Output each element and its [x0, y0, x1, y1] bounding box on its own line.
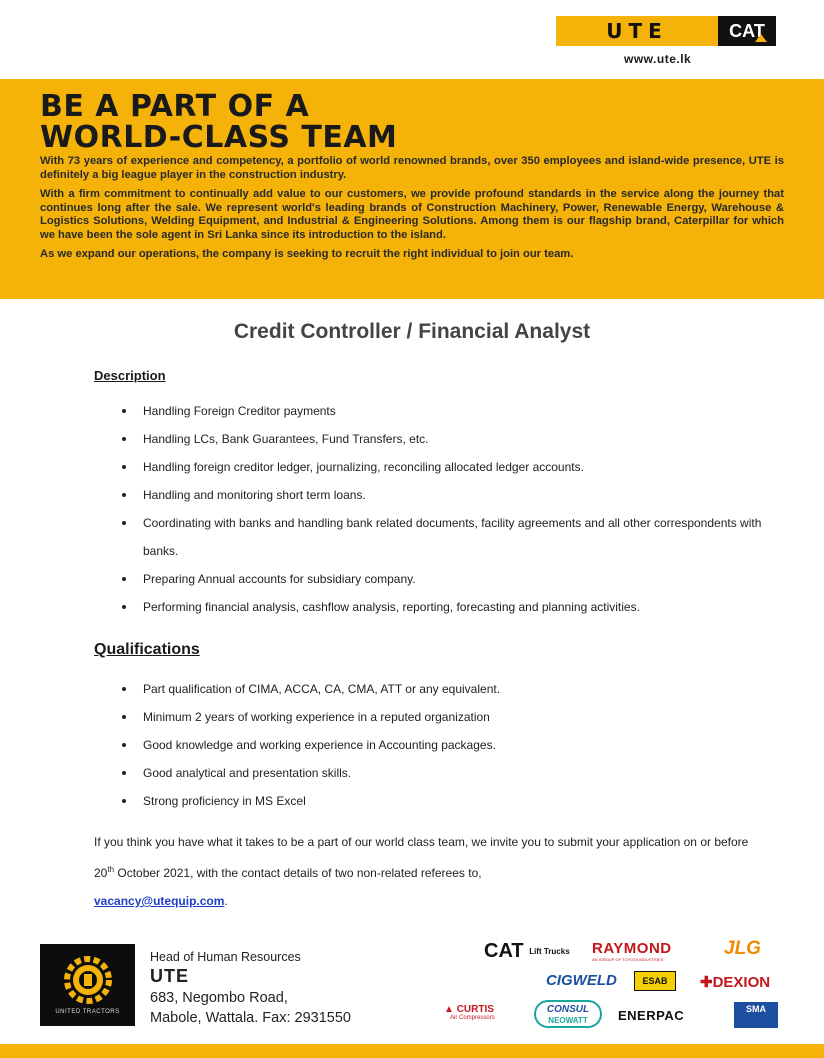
esab-logo	[634, 971, 676, 991]
gear-icon	[63, 955, 113, 1005]
list-item: Handling Foreign Creditor payments	[122, 397, 762, 425]
cigweld-logo: CIGWELD	[546, 972, 617, 989]
united-tractors-logo	[40, 944, 135, 1026]
headline-line-1: BE A PART OF A	[40, 89, 310, 124]
qualifications-heading: Qualifications	[94, 641, 200, 658]
headline-line-2: WORLD-CLASS TEAM	[40, 120, 398, 155]
curtis-triangle-icon: ▲	[444, 1004, 454, 1015]
sma-brand-text: SMA	[746, 1004, 766, 1014]
contact-role: Head of Human Resources	[150, 950, 301, 964]
intro-paragraph-3: As we expand our operations, the company is seeking to recruit the right individual to join our team.	[40, 248, 574, 260]
list-item: Strong proficiency in MS Excel	[122, 787, 762, 815]
raymond-brand-text: RAYMOND	[592, 940, 672, 957]
enerpac-logo: ENERPAC	[618, 1008, 685, 1023]
headline	[40, 91, 784, 153]
brand-partners	[444, 938, 784, 1034]
description-list	[122, 397, 762, 621]
closing-superscript: th	[107, 865, 115, 874]
list-item: Handling and monitoring short term loans.	[122, 481, 762, 509]
address-line-2: Mabole, Wattala. Fax: 2931550	[150, 1010, 351, 1026]
consul-brand-sub: NEOWATT	[548, 1016, 588, 1025]
cat-lift-trucks-logo	[484, 940, 570, 963]
cat-brand-text: CAT	[484, 940, 524, 962]
curtis-brand-row	[444, 1004, 495, 1015]
raymond-logo	[592, 940, 672, 962]
closing-text-1: If you think you have what it takes to be a part of our world class team, we invite you to submit your application on or before 20	[94, 835, 749, 880]
esab-brand-text: ESAB	[642, 976, 668, 986]
list-item: Good analytical and presentation skills.	[122, 759, 762, 787]
brand-logos	[556, 16, 776, 46]
description-heading: Description	[94, 368, 166, 383]
consul-brand-text: CONSUL	[546, 1004, 590, 1015]
closing-paragraph	[94, 828, 754, 915]
bottom-bar	[0, 1044, 824, 1058]
qualifications-list	[122, 675, 762, 815]
cat-logo-text: CAT	[729, 20, 765, 41]
dexion-mark-icon: ✚	[700, 974, 713, 991]
sma-logo	[734, 1002, 778, 1028]
list-item: Part qualification of CIMA, ACCA, CA, CMA, ATT or any equivalent.	[122, 675, 762, 703]
dexion-logo	[700, 973, 770, 991]
closing-text-2: October 2021, with the contact details of two non-related referees to,	[114, 866, 482, 880]
intro-paragraph-2: With a firm commitment to continually add value to our customers, we provide profound standards in the service along the journey that continues long after the sale. We represent world's leading brands of Construction Machinery, Power, Renewable Energy, Warehouse & Logistics Solutions, Welding Equipment, and Industrial & Engineering Solutions. Among them is our flagship brand, Caterpillar for which we have been the sole agent in Sri Lanka since its introduction to the island.	[40, 188, 784, 241]
list-item: Handling LCs, Bank Guarantees, Fund Transfers, etc.	[122, 425, 762, 453]
cat-brand-sub: Lift Trucks	[529, 947, 570, 957]
list-item: Good knowledge and working experience in Accounting packages.	[122, 731, 762, 759]
curtis-brand-sub: Air Compressors	[450, 1015, 495, 1021]
curtis-brand-text: CURTIS	[456, 1004, 494, 1015]
ute-logo: UTE	[556, 16, 718, 46]
curtis-logo	[444, 1004, 495, 1021]
address-line-1: 683, Negombo Road,	[150, 990, 288, 1006]
cat-triangle-icon	[755, 34, 767, 42]
list-item: Handling foreign creditor ledger, journalizing, reconciling allocated ledger accounts.	[122, 453, 762, 481]
consul-neowatt-logo	[534, 1000, 602, 1028]
vacancy-email-link[interactable]: vacancy@utequip.com	[94, 894, 225, 908]
contact-company: UTE	[150, 966, 189, 986]
list-item: Minimum 2 years of working experience in a reputed organization	[122, 703, 762, 731]
hr-contact	[150, 950, 351, 1027]
list-item: Preparing Annual accounts for subsidiary company.	[122, 565, 762, 593]
jlg-logo: JLG	[724, 938, 761, 959]
dexion-brand-text: DEXION	[712, 974, 771, 991]
closing-period: .	[224, 894, 228, 908]
intro-banner	[0, 79, 824, 299]
website-url[interactable]: www.ute.lk	[624, 52, 692, 66]
job-title: Credit Controller / Financial Analyst	[233, 320, 591, 343]
list-item: Performing financial analysis, cashflow analysis, reporting, forecasting and planning activities.	[122, 593, 762, 621]
raymond-brand-sub: AN IGROUP OF TOYOTA INDUSTRIES	[592, 957, 664, 962]
cat-logo	[718, 16, 776, 46]
intro-paragraph-1: With 73 years of experience and competency, a portfolio of world renowned brands, over 350 employees and island-wide presence, UTE is definitely a big league player in the construction industry.	[40, 155, 784, 181]
logo-caption: UNITED TRACTORS	[55, 1009, 120, 1015]
list-item: Coordinating with banks and handling bank related documents, facility agreements and all other correspondents with banks.	[122, 509, 762, 565]
